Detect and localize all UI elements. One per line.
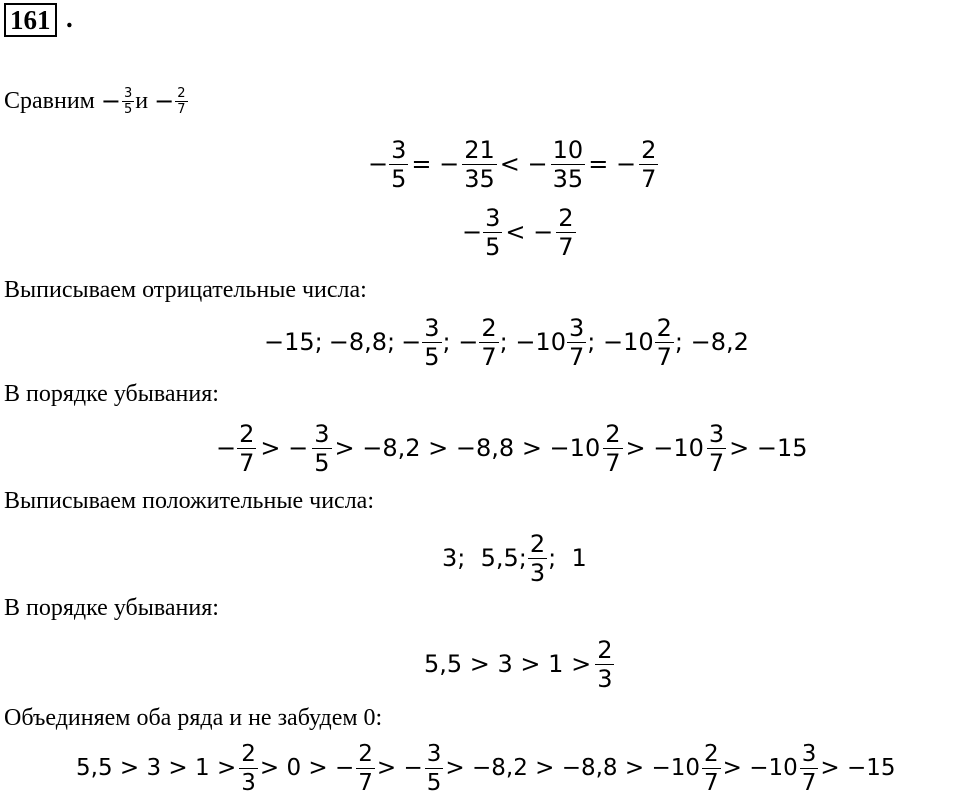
sign: − (216, 434, 237, 462)
intro-minus-2: − (154, 87, 175, 115)
fraction (556, 204, 575, 261)
denominator: 5 (314, 448, 330, 477)
numerator: 2 (597, 635, 613, 664)
combine-heading: Объединяем оба ряда и не забудем 0: (4, 705, 383, 731)
number: −8,8; (328, 328, 396, 356)
problem-number-dot: . (66, 3, 73, 33)
fraction (639, 136, 658, 193)
sign: > 0 > − (259, 755, 355, 781)
sign: > −15 (729, 434, 808, 462)
sign: > − (260, 434, 309, 462)
problem-number-box (4, 3, 57, 37)
numerator: 2 (241, 740, 256, 767)
denominator: 7 (708, 448, 725, 477)
numerator: 2 (558, 203, 574, 232)
denominator: 35 (464, 164, 495, 193)
intro-and: и (135, 88, 149, 114)
fraction (479, 314, 498, 371)
denominator: 3 (597, 664, 613, 693)
fraction (422, 314, 441, 371)
denominator: 35 (552, 164, 584, 193)
denominator: 3 (241, 769, 256, 796)
denominator: 7 (568, 342, 585, 371)
numbers: 3; 5,5; (442, 544, 527, 572)
number: −15; (264, 328, 323, 356)
numerator: 3 (801, 740, 817, 767)
fraction (483, 204, 502, 261)
numerator: 2 (358, 740, 373, 767)
numerator: 3 (424, 313, 440, 342)
descending-heading-1: В порядке убывания: (4, 381, 219, 407)
numerator: 2 (177, 85, 186, 101)
numerator: 2 (605, 419, 621, 448)
equation-compare-1 (368, 134, 659, 194)
sign: > −8,2 > −8,8 > −10 (334, 434, 601, 462)
numerator: 10 (552, 135, 584, 164)
positive-numbers-list (442, 528, 587, 588)
sign: > − (376, 755, 423, 781)
fraction (551, 136, 586, 193)
denominator: 5 (424, 342, 440, 371)
separator: ; − (442, 328, 479, 356)
fraction (462, 136, 497, 193)
denominator: 5 (426, 769, 442, 796)
sign: > −10 (625, 434, 704, 462)
denominator: 3 (529, 558, 546, 587)
intro-text: Сравним (4, 88, 95, 114)
descending-heading-2: В порядке убывания: (4, 595, 219, 621)
eq-sign: − (368, 150, 389, 178)
negative-numbers-list (264, 312, 749, 372)
eq-sign: − (462, 218, 483, 246)
numerator: 3 (314, 419, 330, 448)
numerator: 21 (464, 135, 495, 164)
eq-sign: = − (411, 150, 460, 178)
numerator: 3 (485, 203, 501, 232)
intro-line (4, 76, 189, 126)
numerator: 2 (656, 313, 672, 342)
fraction (356, 740, 375, 797)
numerator: 3 (568, 313, 585, 342)
fraction (655, 314, 674, 371)
fraction (702, 740, 721, 797)
denominator: 7 (656, 342, 672, 371)
fraction (707, 420, 726, 477)
denominator: 7 (481, 342, 497, 371)
eq-sign: < − (499, 150, 548, 178)
separator: ; −10 (499, 328, 566, 356)
problem-number: 161 (10, 5, 51, 35)
numerator: 3 (391, 135, 407, 164)
denominator: 7 (605, 448, 621, 477)
intro-fraction-1 (122, 86, 134, 117)
numerator: 2 (481, 313, 497, 342)
fraction (389, 136, 408, 193)
numerator: 2 (704, 740, 719, 767)
fraction (312, 420, 331, 477)
denominator: 7 (177, 101, 186, 117)
fraction (528, 530, 547, 587)
numerator: 2 (641, 135, 657, 164)
denominator: 7 (558, 232, 574, 261)
eq-sign: = − (588, 150, 637, 178)
numerator: 2 (239, 419, 255, 448)
sign: 5,5 > 3 > 1 > (424, 650, 592, 678)
sign: 5,5 > 3 > 1 > (76, 755, 237, 781)
number: ; −8,2 (674, 328, 749, 356)
positive-numbers-heading: Выписываем положительные числа: (4, 488, 374, 514)
separator: ; −10 (587, 328, 654, 356)
sign: > −15 (820, 755, 896, 781)
denominator: 7 (801, 769, 817, 796)
numerator: 3 (708, 419, 725, 448)
numerator: 3 (123, 85, 133, 101)
fraction (567, 314, 586, 371)
final-order (76, 738, 896, 798)
negative-numbers-heading: Выписываем отрицательные числа: (4, 277, 367, 303)
denominator: 7 (358, 769, 373, 796)
numbers: ; 1 (548, 544, 587, 572)
equation-compare-2 (462, 202, 577, 262)
positive-order (424, 634, 615, 694)
sign: − (401, 328, 422, 356)
fraction (239, 740, 258, 797)
fraction (595, 636, 614, 693)
intro-fraction-2 (175, 86, 187, 117)
denominator: 5 (391, 164, 407, 193)
fraction (237, 420, 256, 477)
fraction (603, 420, 622, 477)
eq-sign: < − (505, 218, 554, 246)
denominator: 5 (485, 232, 501, 261)
fraction (800, 740, 819, 797)
denominator: 7 (239, 448, 255, 477)
denominator: 7 (704, 769, 719, 796)
intro-minus-1: − (100, 87, 121, 115)
fraction (425, 740, 444, 797)
denominator: 7 (641, 164, 657, 193)
numerator: 3 (426, 740, 442, 767)
denominator: 5 (123, 101, 133, 117)
negative-order (216, 418, 808, 478)
sign: > −10 (722, 755, 798, 781)
sign: > −8,2 > −8,8 > −10 (445, 755, 700, 781)
numerator: 2 (529, 529, 546, 558)
